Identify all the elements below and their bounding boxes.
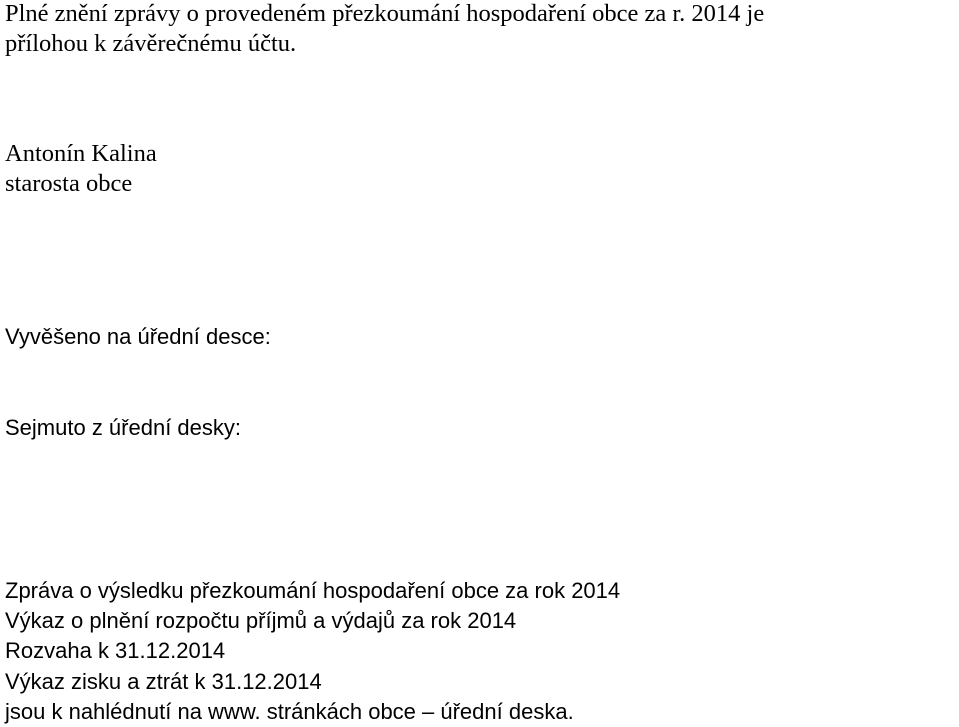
intro-line-2: přílohou k závěrečnému účtu. [5,30,297,57]
intro-line-1: Plné znění zprávy o provedeném přezkoumání hospodaření obce za r. 2014 je [5,0,765,27]
documents-availability-note: jsou k nahlédnutí na www. stránkách obce – úřední deska. [5,699,574,724]
document-item: Rozvaha k 31.12.2014 [5,638,226,663]
document-item: Výkaz o plnění rozpočtu příjmů a výdajů za rok 2014 [5,608,517,633]
document-item: Výkaz zisku a ztrát k 31.12.2014 [5,669,322,694]
document-item: Zpráva o výsledku přezkoumání hospodaření obce za rok 2014 [5,578,621,603]
removed-from-board-label: Sejmuto z úřední desky: [5,415,242,440]
signatory-name: Antonín Kalina [5,140,157,167]
signatory-role: starosta obce [5,170,133,197]
posted-on-board-label: Vyvěšeno na úřední desce: [5,324,271,349]
